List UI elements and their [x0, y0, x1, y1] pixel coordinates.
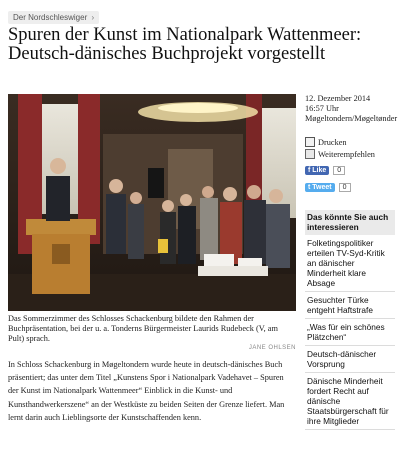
tweet-count: 0 [339, 183, 351, 192]
twitter-tweet[interactable] [305, 180, 395, 194]
publish-time: 16:57 Uhr [305, 104, 339, 113]
recommend-link[interactable] [305, 148, 395, 160]
breadcrumb-link[interactable] [8, 11, 99, 24]
photo-illustration [8, 94, 296, 311]
article-headline: Spuren der Kunst im Nationalpark Wattenmeer: Deutsch-dänisches Buchprojekt vorgestellt [8, 25, 362, 64]
print-link[interactable] [305, 136, 395, 148]
tweet-button[interactable] [305, 183, 335, 192]
envelope-icon [305, 149, 315, 159]
facebook-like-label: Like [312, 166, 327, 174]
facebook-icon: f [308, 166, 313, 174]
article-photo[interactable] [8, 94, 296, 311]
breadcrumb-label: Der Nordschleswiger [13, 13, 88, 22]
related-item[interactable]: „Was für ein schönes Plätzchen“ [305, 319, 395, 346]
print-label: Drucken [318, 137, 347, 147]
breadcrumb[interactable] [8, 5, 99, 21]
article-meta [305, 94, 398, 194]
dateline-location: Møgeltondern/Møgeltønder [305, 114, 398, 123]
facebook-like-count: 0 [333, 166, 345, 175]
tweet-label: Tweet [312, 183, 332, 191]
related-articles [305, 210, 395, 430]
publish-date: 12. Dezember 2014 [305, 94, 371, 103]
recommend-label: Weiterempfehlen [318, 149, 375, 159]
chevron-right-icon: › [91, 13, 95, 22]
related-item[interactable]: Gesuchter Türke entgeht Haftstrafe [305, 292, 395, 319]
related-item[interactable]: Dänische Minderheit fordert Recht auf dänische Staatsbürgerschaft für ihre Mitglieder [305, 373, 395, 430]
twitter-icon: t [308, 183, 313, 191]
photo-caption: Das Sommerzimmer des Schlosses Schackenburg bildete den Rahmen der Buchpräsentation, bei der u. a. Tonderns Bürgermeister Laurids Rudebeck (V, am Pult) sprach. [8, 314, 278, 343]
facebook-like-button[interactable] [305, 166, 329, 175]
related-item[interactable]: Folketingspolitiker erteilen TV-Syd-Kritik an dänischer Minderheit klare Absage [305, 235, 395, 292]
printer-icon [305, 137, 315, 147]
facebook-like[interactable] [305, 163, 395, 177]
related-item[interactable]: Deutsch-dänischer Vorsprung [305, 346, 395, 373]
article-body: In Schloss Schackenburg in Møgeltondern wurde heute in deutsch-dänisches Buch präsentiert; das unter dem Titel „Kunstens Spor i Nationalpark Vadehavet – Spuren der Kunst im Nationalpark Wattenmeer“ Einblick in die Kunst- und Kunsthandwerkerszene“ an der Westküste zu beiden Seiten der Grenze liefert. Man lernt darin auch Lieblingsorte der Kunstschaffenden kenn. [8, 360, 285, 422]
photo-credit: JANE OHLSEN [248, 345, 296, 351]
related-heading: Das könnte Sie auch interessieren [305, 210, 395, 235]
